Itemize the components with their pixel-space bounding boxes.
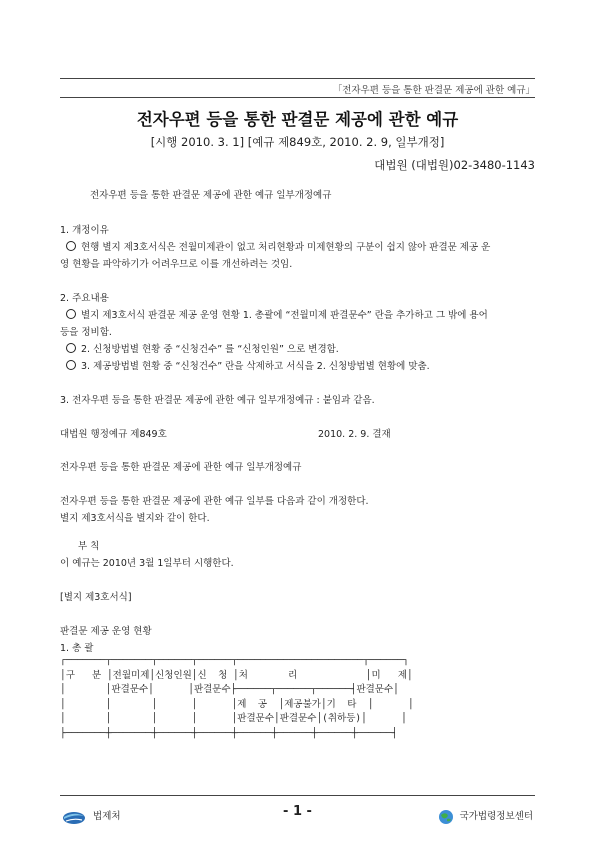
footer-right: 국가법령정보센터 [438,808,533,825]
supplement-heading: 부 칙 [78,541,100,552]
globe-logo-icon [438,809,454,825]
supplement-text: 이 예규는 2010년 3월 1일부터 시행한다. [60,558,234,569]
header-rule-bottom [60,97,535,98]
table-row: │ │판결문수│ │판결문수├──────┬──────┬──────┤판결문수│ [60,684,399,695]
form-title: 판결문 제공 운영 현황 [60,626,152,637]
footer-rule [60,795,535,796]
decision-date: 2010. 2. 9. 결재 [318,429,391,440]
circle-bullet-icon [66,241,76,251]
summary-table [60,654,414,741]
footer-left: 법제처 [62,808,121,825]
section1-line2: 영 현황을 파악하기가 어려우므로 이를 개선하려는 것임. [60,259,293,270]
department-contact: 대법원 (대법원)02-3480-1143 [374,158,535,172]
table-row: │구 분 │전월미제│신청인원│신 청 │처 리 │미 제│ [60,669,413,681]
document-subtitle: [시행 2010. 3. 1] [예규 제849호, 2010. 2. 9, 일부개정] [150,135,445,149]
decision-number: 대법원 행정예규 제849호 [60,429,167,440]
section2-item1-cont: 등을 정비함. [60,327,112,338]
section1-line1: 현행 별지 제3호서식은 전월미제관이 없고 처리현황과 미제현황의 구분이 쉽지 않아 판결문 제공 운 [66,239,490,253]
table-row: │ │ │ │ │판결문수│판결문수│(취하등)│ │ [60,713,407,724]
circle-bullet-icon [66,309,76,319]
circle-bullet-icon [66,360,76,370]
header-rule-top [60,78,535,79]
document-title: 전자우편 등을 통한 판결문 제공에 관한 예규 [136,110,459,129]
page-number: - 1 - [283,804,312,819]
section2-item1: 별지 제3호서식 판결문 제공 운영 현황 1. 총괄에 “전월미제 판결문수” 란을 추가하고 그 밖에 용어 [66,307,488,321]
body-line2: 별지 제3호서식을 별지와 같이 한다. [60,513,210,524]
section2-heading: 2. 주요내용 [60,293,109,304]
table-row: ┌───────┬───────┬──────┬──────┬──────────────────────┬──────┐ [60,655,409,666]
body-line1: 전자우편 등을 통한 판결문 제공에 관한 예규 일부를 다음과 같이 개정한다. [60,496,369,507]
section1-heading: 1. 개정이유 [60,225,109,236]
form-section: 1. 총 괄 [60,643,94,654]
circle-bullet-icon [66,343,76,353]
intro-title: 전자우편 등을 통한 판결문 제공에 관한 예규 일부개정예규 [90,190,332,201]
header-label: 「전자우편 등을 통한 판결문 제공에 관한 예규」 [332,85,535,96]
section2-item3: 3. 제공방법별 현황 중 “신청건수” 란을 삭제하고 서식을 2. 신청방법별 현황에 맞춤. [66,358,430,372]
table-row: │ │ │ │ │제 공 │제공불가│기 타 │ │ [60,698,414,710]
table-row: ├───────┼───────┼──────┼──────┼──────┼──────┼──────┼──────┤ [60,727,398,739]
form-reference: [별지 제3호서식] [60,592,132,603]
section3: 3. 전자우편 등을 통한 판결문 제공에 관한 예규 일부개정예규 : 붙임과 같음. [60,395,375,406]
body-title: 전자우편 등을 통한 판결문 제공에 관한 예규 일부개정예규 [60,462,302,473]
section2-item2: 2. 신청방법별 현황 중 “신청건수” 를 “신청인원” 으로 변경함. [66,341,339,355]
